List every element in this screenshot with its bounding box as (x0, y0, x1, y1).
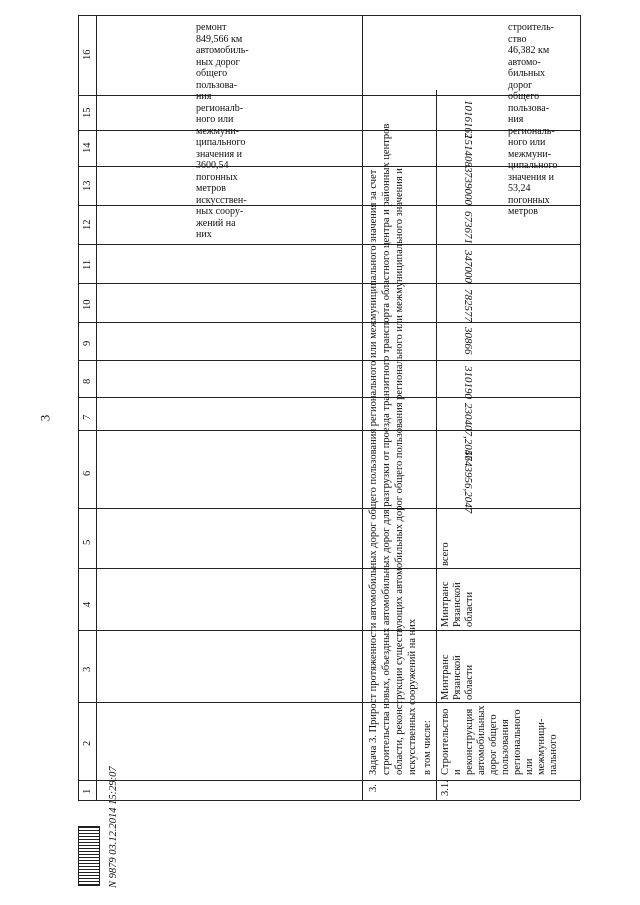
col-sep (78, 166, 580, 167)
table-right-border (580, 15, 581, 800)
col-number-10: 10 (82, 299, 93, 310)
col-number-3: 3 (82, 666, 93, 672)
task-text-line-3: области, реконструкции существующих автомобильных дорог общего пользования регионального или межмуниципального значения и (394, 168, 405, 775)
col-number-13: 13 (82, 180, 93, 191)
row31-value-col12: 673671 (462, 211, 474, 244)
col-num-strip-right (96, 15, 97, 800)
col-number-9: 9 (82, 340, 93, 346)
band-line (362, 15, 363, 800)
page-number: 3 (37, 414, 53, 422)
row31-value-col9: 30866 (462, 327, 474, 355)
row31-col5-total: всего (440, 542, 451, 566)
col-number-1: 1 (82, 788, 93, 794)
task-text-line-4: искусственных сооружений на них (407, 618, 418, 775)
col-sep (78, 283, 580, 284)
col-sep (78, 780, 580, 781)
col-sep (78, 397, 580, 398)
col16-lower-block: строитель- ство 46,382 км автомо- бильных дорог общего пользова- ния региональ- ного или межмуни- ципального значения и 53,24 погонных метров (508, 22, 558, 217)
col-number-8: 8 (82, 378, 93, 384)
col-number-16: 16 (82, 49, 93, 60)
row31-value-col8: 310190 (462, 366, 474, 399)
col-sep (78, 244, 580, 245)
col-number-5: 5 (82, 539, 93, 545)
band-line (436, 90, 437, 800)
col-sep (78, 322, 580, 323)
row31-value-col14: 1514083 (462, 134, 474, 173)
task-text-line-1: Задача 3. Прирост протяженности автомобильных дорог общего пользования регионального или межмуниципального значения за счет (368, 169, 379, 775)
col-num-strip-line (78, 15, 79, 800)
col-sep (78, 702, 580, 703)
col-number-6: 6 (82, 470, 93, 476)
col-number-2: 2 (82, 740, 93, 746)
col-sep (78, 630, 580, 631)
col-number-7: 7 (82, 414, 93, 420)
col-sep (78, 360, 580, 361)
including-label: в том числе: (422, 720, 433, 775)
col-number-4: 4 (82, 601, 93, 607)
row31-value-col7: 230407,2047 (462, 403, 474, 461)
barcode-icon (78, 826, 100, 886)
col-number-15: 15 (82, 107, 93, 118)
col-sep (78, 95, 580, 96)
col-sep (78, 430, 580, 431)
col-sep (78, 205, 580, 206)
col-sep (78, 508, 580, 509)
task-row-number: 3. (368, 784, 379, 792)
footer-stamp: N 9879 03.12.2014 15:29:07 (108, 766, 119, 888)
col-number-11: 11 (82, 259, 93, 270)
row31-value-col13: 739000 (462, 172, 474, 205)
table-top-border (78, 15, 580, 16)
row31-value-col11: 347000 (462, 250, 474, 283)
col-sep (78, 568, 580, 569)
task-text-line-2: строительства новых, объездных автомобильных дорог для разгрузки от проезда транзитного транспорта областного центра и районных центров (381, 123, 392, 775)
row31-value-col15: 1016162 (462, 100, 474, 139)
col-number-14: 14 (82, 142, 93, 153)
col-number-12: 12 (82, 219, 93, 230)
table-bottom-border (78, 800, 580, 801)
row31-value-col6: 5643956,2047 (462, 450, 474, 514)
row31-number: 3.1. (440, 780, 451, 796)
row31-value-col10: 782577 (462, 289, 474, 322)
col16-upper-block: ремонт 849,566 км автомобиль- ных дорог общего пользова- ния регионалb- ного или межмуни- ципального значения и 3600,54 погонных метров искусствен- ных соору- жений на них (196, 22, 249, 240)
col-sep (78, 130, 580, 131)
